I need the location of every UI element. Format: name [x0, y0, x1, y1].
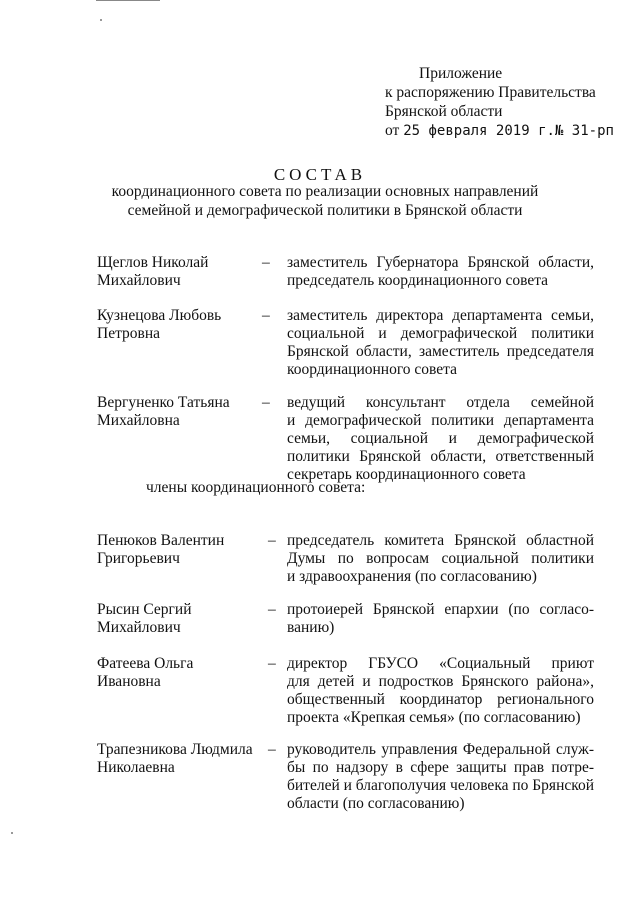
person-name — [97, 741, 262, 777]
person-name-line: Григорьевич — [97, 550, 180, 567]
dash-separator: – — [268, 655, 276, 672]
description-line: и здравоохранения (по согласованию) — [287, 568, 537, 585]
person-name-line: Пенюков Валентин — [97, 532, 225, 549]
dash-separator: – — [262, 307, 270, 324]
person-name-line: Михайлович — [97, 272, 181, 289]
person-name — [97, 601, 262, 637]
description-line: социальной и демографической политики — [287, 325, 594, 342]
person-name-line: Кузнецова Любовь — [97, 307, 222, 324]
person-name-line: Петровна — [97, 325, 161, 342]
description-line: ведущий консультант отдела семейной — [287, 394, 594, 411]
person-name — [97, 254, 262, 290]
person-name-line: Николаевна — [97, 759, 175, 776]
description-line: проекта «Крепкая семья» (по согласованию) — [287, 709, 581, 726]
description-line: заместитель директора департамента семьи, — [287, 307, 594, 324]
description-line: протоиерей Брянской епархии (по согласо- — [287, 601, 594, 618]
date-prefix: от — [385, 122, 404, 139]
dash-separator: – — [268, 601, 276, 618]
document-title: СОСТАВ — [273, 165, 367, 184]
person-name-line: Трапезникова Людмила — [97, 741, 253, 758]
description-line: и демографической политики департамента — [287, 412, 594, 429]
description-line: председатель комитета Брянской областной — [287, 532, 594, 549]
person-name-line: Михайловна — [97, 412, 180, 429]
description-line: семьи, социальной и демографической — [287, 430, 594, 447]
person-name — [97, 655, 262, 691]
description-line: общественный координатор регионального — [287, 691, 594, 708]
scan-artifact-dot — [11, 832, 13, 834]
description-line: Брянской области, заместитель председателя — [287, 343, 594, 360]
person-name-line: Вергуненко Татьяна — [97, 394, 230, 411]
appendix-block — [385, 64, 614, 141]
person-name-line: Фатеева Ольга — [97, 655, 194, 672]
description-line: бителей и благополучия человека по Брянской — [287, 777, 595, 794]
description-line: Думы по вопросам социальной политики — [287, 550, 594, 567]
description-line: директор ГБУСО «Социальный приют — [287, 655, 594, 672]
position-description — [287, 532, 594, 586]
description-line: координационного совета — [287, 361, 458, 378]
dash-separator: – — [262, 254, 270, 271]
description-line: политики Брянской области, ответственный — [287, 448, 594, 465]
appendix-line: к распоряжению Правительства — [385, 84, 596, 101]
dash-separator: – — [268, 741, 276, 758]
document-subtitle: семейной и демографической политики в Брянской области — [127, 202, 523, 219]
person-name — [97, 394, 262, 430]
description-line: председатель координационного совета — [287, 272, 549, 289]
position-description — [287, 254, 594, 290]
position-description — [287, 655, 594, 727]
scan-artifact-dot — [100, 19, 102, 21]
description-line: области (по согласованию) — [287, 795, 465, 812]
description-line: бы по надзору в сфере защиты прав потре- — [287, 759, 594, 776]
description-line: заместитель Губернатора Брянской области, — [287, 254, 594, 271]
appendix-title: Приложение — [419, 65, 503, 82]
document-subtitle: координационного совета по реализации основных направлений — [111, 183, 539, 200]
position-description — [287, 601, 594, 637]
person-name-line: Ивановна — [97, 673, 161, 690]
appendix-date-line — [385, 121, 614, 141]
description-line: для детей и подростков Брянского района», — [287, 673, 594, 690]
person-name — [97, 307, 262, 343]
members-heading: члены координационного совета: — [146, 479, 366, 496]
dash-separator: – — [268, 532, 276, 549]
scan-artifact-line — [96, 0, 160, 1]
person-name — [97, 532, 262, 568]
person-name-line: Щеглов Николай — [97, 254, 209, 271]
person-name-line: Рысин Сергий — [97, 601, 192, 618]
handwritten-date-number: 25 февраля 2019 г.№ 31-рп — [403, 123, 614, 139]
position-description — [287, 741, 594, 813]
description-line: ванию) — [287, 619, 335, 636]
position-description — [287, 394, 594, 484]
description-line: руководитель управления Федеральной служ- — [287, 741, 594, 758]
dash-separator: – — [262, 394, 270, 411]
appendix-line: Брянской области — [385, 103, 503, 120]
position-description — [287, 307, 594, 379]
person-name-line: Михайлович — [97, 619, 181, 636]
description-line: секретарь координационного совета — [287, 466, 526, 483]
